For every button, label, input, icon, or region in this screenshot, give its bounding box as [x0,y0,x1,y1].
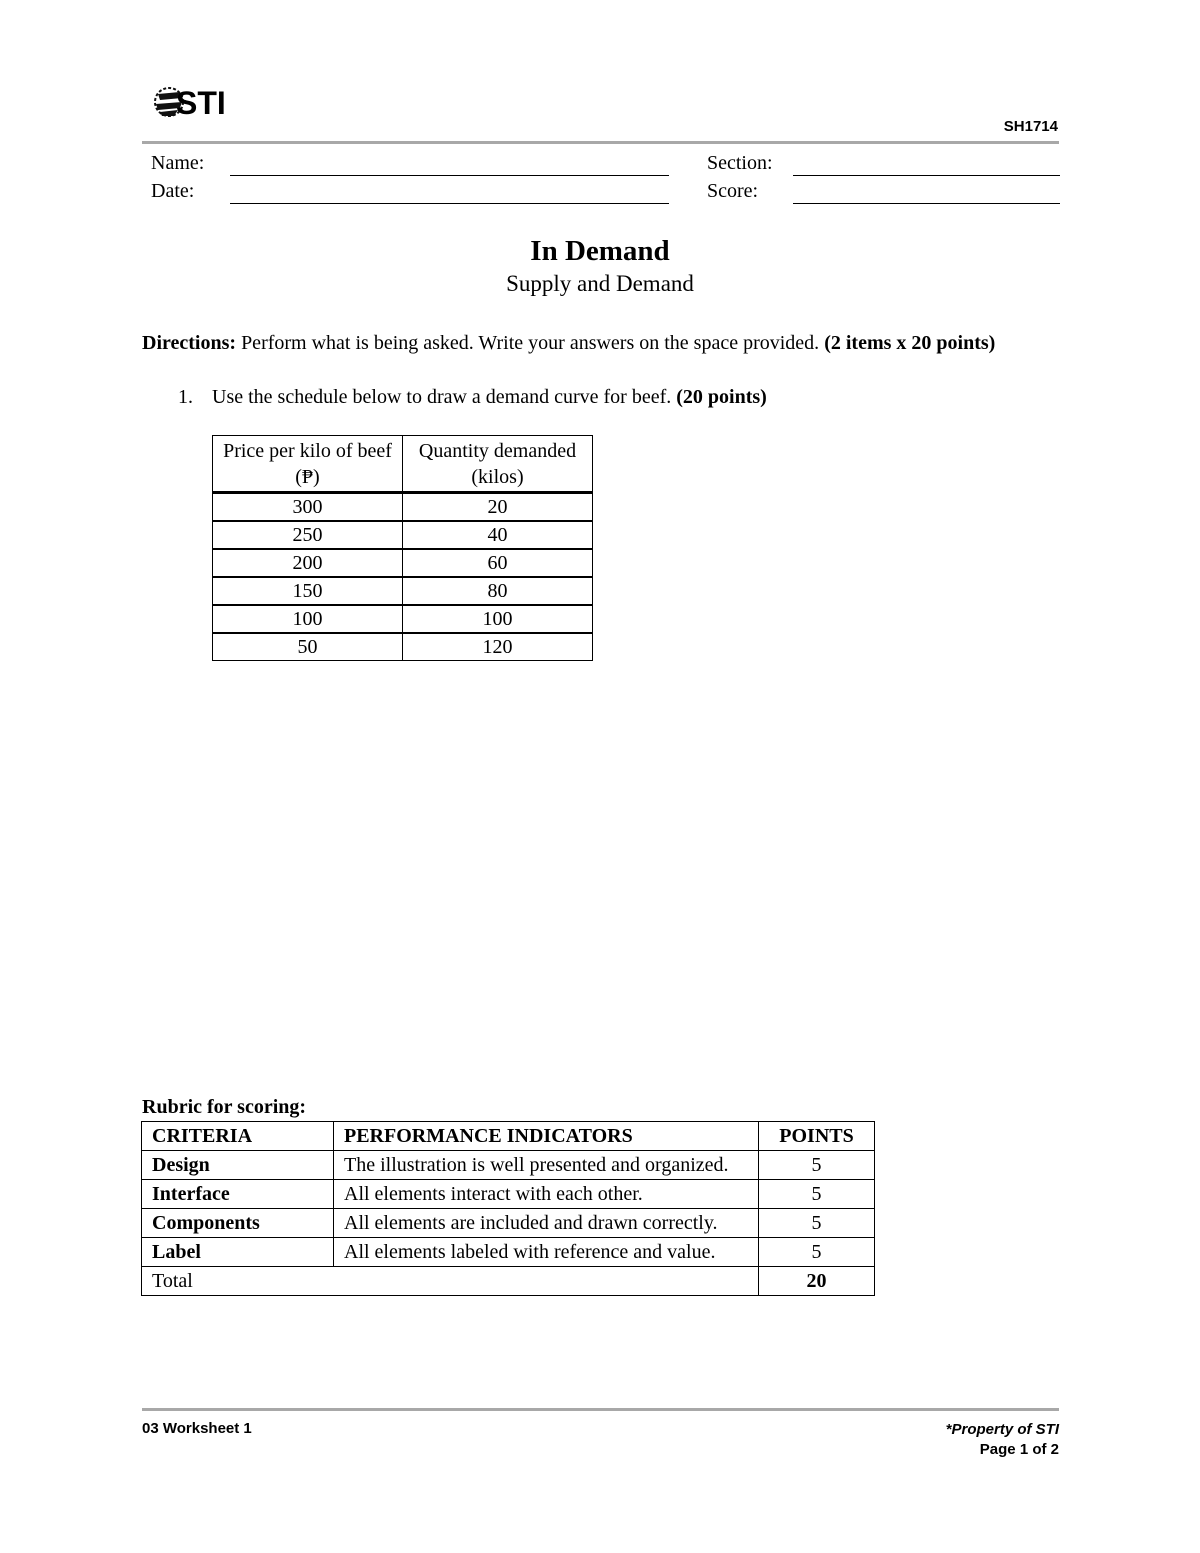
price-cell: 150 [213,577,403,605]
price-cell: 50 [213,633,403,661]
price-cell: 300 [213,493,403,522]
score-field[interactable] [793,203,1060,204]
indicator-cell: The illustration is well presented and organized. [334,1151,759,1180]
table-row [142,1238,875,1267]
score-label: Score: [707,180,759,202]
logo-text: STI [176,85,226,121]
document-code: SH1714 [1003,118,1058,135]
property-notice: *Property of STI [945,1421,1059,1438]
directions-points: (2 items x 20 points) [824,332,996,354]
footer-right [946,1420,1059,1460]
demand-schedule-table [212,435,593,661]
table-row [142,1151,875,1180]
date-field[interactable] [230,203,669,204]
quantity-cell: 40 [403,521,593,549]
directions [142,329,1062,357]
question-points: (20 points) [676,386,767,408]
sti-logo [152,84,242,124]
table-row [213,577,593,605]
table-row [213,521,593,549]
table-row [213,633,593,661]
total-label: Total [142,1267,759,1296]
points-cell: 5 [759,1180,875,1209]
rubric-title: Rubric for scoring: [142,1096,307,1118]
date-label: Date: [151,180,195,202]
points-cell: 5 [759,1238,875,1267]
price-cell: 250 [213,521,403,549]
quantity-cell: 20 [403,493,593,522]
question-1 [178,384,767,410]
table-row [213,549,593,577]
total-row [142,1267,875,1296]
section-field[interactable] [793,175,1060,176]
column-header-price: Price per kilo of beef (₱) [213,436,403,493]
column-header-points: POINTS [759,1122,875,1151]
section-label: Section: [707,152,773,174]
name-label: Name: [151,152,205,174]
rubric-table [141,1121,875,1296]
table-row [213,605,593,633]
footer-worksheet-label: 03 Worksheet 1 [142,1420,252,1437]
indicator-cell: All elements labeled with reference and value. [334,1238,759,1267]
price-cell: 100 [213,605,403,633]
question-number: 1. [178,386,193,408]
column-header-indicators: PERFORMANCE INDICATORS [334,1122,759,1151]
name-field[interactable] [230,175,669,176]
page-title: In Demand [530,235,670,267]
quantity-cell: 80 [403,577,593,605]
indicator-cell: All elements interact with each other. [334,1180,759,1209]
footer-divider [142,1408,1059,1411]
criteria-cell: Label [142,1238,334,1267]
criteria-cell: Interface [142,1180,334,1209]
points-cell: 5 [759,1209,875,1238]
quantity-cell: 100 [403,605,593,633]
criteria-cell: Design [142,1151,334,1180]
directions-label: Directions: [142,332,237,354]
question-text: Use the schedule below to draw a demand curve for beef. [212,386,677,408]
header-divider [142,141,1059,144]
table-row [142,1180,875,1209]
page-number: Page 1 of 2 [979,1441,1059,1458]
criteria-cell: Components [142,1209,334,1238]
directions-text: Perform what is being asked. Write your answers on the space provided. [236,332,825,354]
quantity-cell: 60 [403,549,593,577]
points-cell: 5 [759,1151,875,1180]
table-row [142,1209,875,1238]
table-row [213,493,593,522]
column-header-criteria: CRITERIA [142,1122,334,1151]
column-header-quantity: Quantity demanded (kilos) [403,436,593,493]
total-points: 20 [759,1267,875,1296]
indicator-cell: All elements are included and drawn correctly. [334,1209,759,1238]
price-cell: 200 [213,549,403,577]
quantity-cell: 120 [403,633,593,661]
page-subtitle: Supply and Demand [506,271,694,296]
